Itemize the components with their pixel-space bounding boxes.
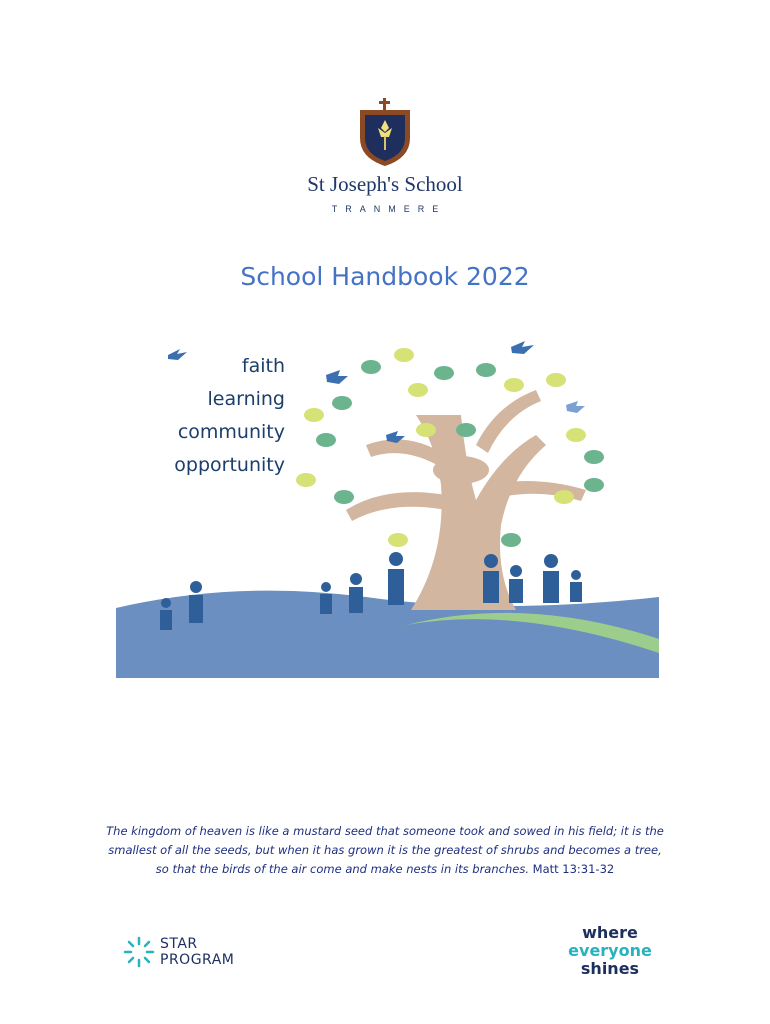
quote-text: The kingdom of heaven is like a mustard seed that someone took and sowed in his field; it is the smallest of all the seeds, but when it has grown it is the greatest of shrubs and becomes a tree, so that the birds of the air come and make nests in its branches. — [106, 824, 664, 876]
quote-reference: Matt 13:31-32 — [532, 862, 615, 876]
school-location: TRANMERE — [331, 204, 447, 214]
scripture-quote — [100, 822, 670, 879]
value-item: opportunity — [174, 454, 285, 476]
tagline-where: where — [582, 923, 638, 942]
value-item: faith — [241, 355, 285, 377]
tagline-everyone: everyone — [568, 941, 652, 960]
star-line-2: PROGRAM — [160, 952, 235, 968]
school-values — [145, 350, 285, 482]
tagline-shines: shines — [580, 959, 640, 978]
value-item: learning — [207, 388, 285, 410]
star-program-label — [160, 936, 234, 968]
star-line-1: STAR — [160, 936, 198, 952]
where-everyone-shines — [560, 924, 660, 978]
value-item: community — [177, 421, 285, 443]
school-name: St Joseph's School — [307, 172, 463, 196]
handbook-title: School Handbook 2022 — [240, 262, 530, 291]
school-crest-icon — [356, 98, 414, 168]
